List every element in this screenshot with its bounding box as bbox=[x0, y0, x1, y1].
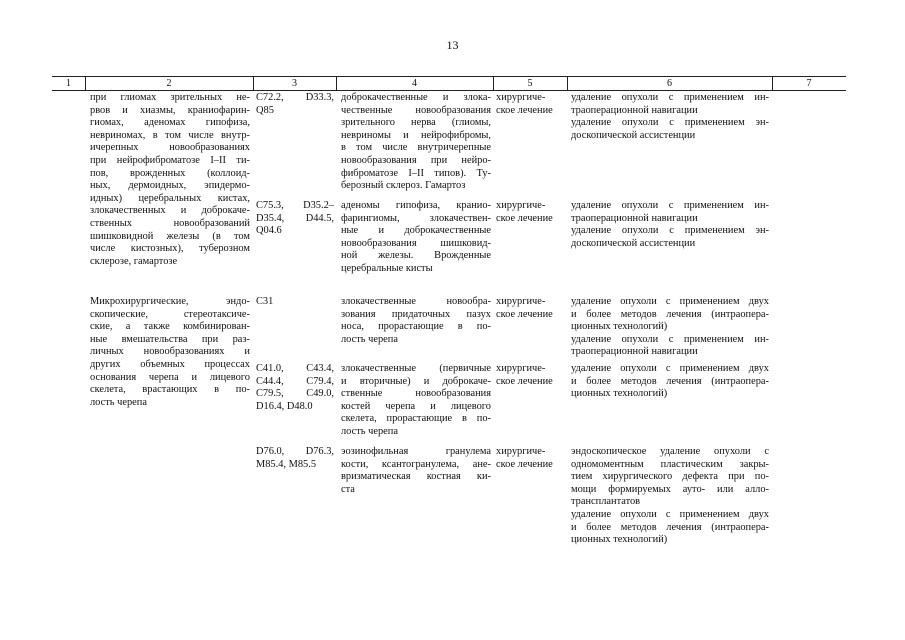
text-line: ционных технологий) bbox=[571, 388, 668, 400]
text-line: личных новообразованиях и bbox=[90, 346, 250, 358]
text-line: удаление опухоли с применением ин- bbox=[571, 333, 769, 345]
text-line: и более методов лечения (интраопера- bbox=[571, 521, 769, 533]
text-line: хирургиче- bbox=[496, 446, 546, 457]
icd-code: C49.0, bbox=[306, 388, 334, 400]
text-line: хирургиче- bbox=[496, 363, 546, 374]
diagnosis bbox=[341, 92, 491, 193]
text-line: носа, прорастающие в по- bbox=[341, 321, 491, 333]
treatment-type bbox=[496, 296, 553, 321]
text-line: ственные новообразования bbox=[341, 388, 491, 400]
treatment-type bbox=[496, 363, 553, 388]
column-header-6: 6 bbox=[667, 78, 672, 89]
text-line: ское лечение bbox=[496, 458, 553, 470]
text-line: лость черепа bbox=[90, 396, 147, 408]
text-line: аденомы гипофиза, кранио- bbox=[341, 200, 491, 211]
column-header-5: 5 bbox=[527, 78, 533, 89]
text-line: скопические, стереотаксиче- bbox=[90, 308, 250, 320]
text-line: ной железы. Врожденные bbox=[341, 250, 491, 262]
text-line: пов, врожденных (коллоид- bbox=[90, 167, 250, 179]
treatment-methods bbox=[571, 363, 769, 401]
page-number: 13 bbox=[446, 38, 459, 52]
column-header-7: 7 bbox=[806, 78, 812, 89]
text-line: удаление опухоли с применением ин- bbox=[571, 92, 769, 103]
treatment-type bbox=[496, 92, 553, 117]
text-line: ское лечение bbox=[496, 308, 553, 320]
icd-code: C72.2, bbox=[256, 92, 284, 103]
text-line: при глиомах зрительных не- bbox=[90, 92, 250, 103]
text-line: костей черепа и лицевого bbox=[341, 400, 491, 412]
diagnosis bbox=[341, 363, 491, 439]
text-line: фарингиомы, злокачествен- bbox=[341, 212, 491, 224]
icd-codes bbox=[292, 446, 334, 459]
text-line: вризматическая костная ки- bbox=[341, 471, 491, 483]
icd-codes bbox=[256, 296, 273, 309]
text-line: числе кистозных), туберозном bbox=[90, 243, 250, 255]
treatment-methods bbox=[571, 446, 769, 547]
text-line: при нейрофиброматозе I–II ти- bbox=[90, 154, 250, 166]
text-line: ичерепных новообразованиях bbox=[90, 142, 250, 154]
text-line: церебральные кисты bbox=[341, 262, 433, 274]
text-line: лость черепа bbox=[341, 425, 398, 437]
text-line: злокачественных и доброкаче- bbox=[90, 205, 250, 217]
text-line: траоперационной навигации bbox=[571, 104, 698, 116]
icd-code: M85.4, M85.5 bbox=[256, 458, 317, 470]
icd-code: C31 bbox=[256, 296, 274, 307]
text-line: кости, ксантогранулема, ане- bbox=[341, 458, 491, 470]
text-line: других объемных процессах bbox=[90, 358, 250, 370]
diagnosis bbox=[341, 446, 491, 496]
text-line: ционных технологий) bbox=[571, 321, 668, 333]
text-line: Микрохирургические, эндо- bbox=[90, 296, 250, 307]
icd-code: C41.0, bbox=[256, 363, 284, 374]
icd-code: D44.5, bbox=[305, 212, 334, 224]
column-header-3: 3 bbox=[292, 78, 297, 89]
text-line: хирургиче- bbox=[496, 92, 546, 103]
text-line: эозинофильная гранулема bbox=[341, 446, 491, 457]
diagnosis bbox=[341, 200, 491, 276]
text-line: удаление опухоли с применением эн- bbox=[571, 225, 769, 237]
text-line: и более методов лечения (интраопера- bbox=[571, 308, 769, 320]
treatment-methods bbox=[571, 296, 769, 359]
text-line: удаление опухоли с применением эн- bbox=[571, 117, 769, 129]
text-line: фиброматозе I–II типов). Ту- bbox=[341, 167, 491, 179]
text-line: злокачественные новообра- bbox=[341, 296, 491, 307]
column-header-2: 2 bbox=[166, 78, 172, 89]
text-line: новообразования при нейро- bbox=[341, 154, 491, 166]
icd-codes bbox=[292, 363, 334, 401]
column-header-4: 4 bbox=[412, 78, 417, 89]
text-line: невриномах, в том числе внутр- bbox=[90, 129, 250, 141]
icd-code: C79.4, bbox=[306, 375, 334, 387]
text-line: основания черепа и лицевого bbox=[90, 371, 250, 383]
icd-code: D76.0, bbox=[256, 446, 285, 457]
text-line: скелета, прорастающие в по- bbox=[341, 413, 491, 425]
text-line: доброкачественные и злока- bbox=[341, 92, 491, 103]
text-line: зования придаточных пазух bbox=[341, 308, 491, 320]
text-line: ское лечение bbox=[496, 104, 553, 116]
icd-code: D35.2– bbox=[303, 200, 334, 211]
treatment-type bbox=[496, 446, 553, 471]
text-line: склерозе, гамартозе bbox=[90, 255, 178, 267]
text-line: хирургиче- bbox=[496, 296, 546, 307]
text-line: ское лечение bbox=[496, 375, 553, 387]
text-line: удаление опухоли с применением двух bbox=[571, 296, 769, 307]
icd-codes bbox=[298, 92, 334, 105]
icd-code: Q85 bbox=[256, 104, 274, 116]
text-line: ские, а также комбинирован- bbox=[90, 321, 250, 333]
icd-code: C79.5, bbox=[256, 388, 284, 400]
text-line: зрительного нерва (глиомы, bbox=[341, 117, 491, 129]
intervention-description bbox=[90, 92, 250, 268]
icd-code: Q04.6 bbox=[256, 225, 282, 237]
text-line: эндоскопическое удаление опухоли с bbox=[571, 446, 769, 457]
icd-code: D16.4, D48.0 bbox=[256, 400, 313, 412]
column-header-1: 1 bbox=[66, 78, 71, 89]
icd-code: C44.4, bbox=[256, 375, 284, 387]
text-line: в том числе внутричерепные bbox=[341, 142, 491, 154]
text-line: одномоментным пластическим закры- bbox=[571, 458, 769, 470]
text-line: доскопической ассистенции bbox=[571, 237, 696, 249]
text-line: чественные новообразования bbox=[341, 104, 491, 116]
text-line: ных, дермоидных, эпидермо- bbox=[90, 180, 250, 192]
intervention-description bbox=[90, 296, 250, 409]
text-line: идных) церебральных кистах, bbox=[90, 192, 250, 204]
header-bottom-rule bbox=[52, 90, 846, 91]
treatment-methods bbox=[571, 200, 769, 250]
text-line: и вторичные) и доброкаче- bbox=[341, 375, 491, 387]
text-line: ные и доброкачественные bbox=[341, 225, 491, 237]
text-line: ственных новообразований bbox=[90, 217, 250, 229]
text-line: тием хирургического дефекта при по- bbox=[571, 471, 769, 483]
text-line: берозный склероз. Гамартоз bbox=[341, 180, 466, 192]
text-line: хирургиче- bbox=[496, 200, 546, 211]
text-line: скелета, врастающих в по- bbox=[90, 384, 250, 396]
text-line: ные вмешательства при раз- bbox=[90, 333, 250, 345]
text-line: ское лечение bbox=[496, 212, 553, 224]
text-line: траоперационной навигации bbox=[571, 346, 698, 358]
text-line: удаление опухоли с применением двух bbox=[571, 508, 769, 520]
icd-code: C43.4, bbox=[306, 363, 334, 374]
text-line: ста bbox=[341, 483, 355, 495]
text-line: трансплантатов bbox=[571, 496, 641, 508]
text-line: шишковидной железы (в том bbox=[90, 230, 250, 242]
text-line: лость черепа bbox=[341, 333, 398, 345]
text-line: доскопической ассистенции bbox=[571, 129, 696, 141]
text-line: траоперационной навигации bbox=[571, 212, 698, 224]
icd-codes bbox=[256, 92, 284, 117]
icd-codes bbox=[292, 200, 334, 225]
text-line: рвов и хиазмы, краниофарин- bbox=[90, 104, 250, 116]
text-line: новообразования шишковид- bbox=[341, 237, 491, 249]
icd-code: C75.3, bbox=[256, 200, 284, 211]
text-line: ционных технологий) bbox=[571, 534, 668, 546]
icd-code: D33.3, bbox=[305, 92, 334, 103]
treatment-type bbox=[496, 200, 553, 225]
treatment-methods bbox=[571, 92, 769, 142]
text-line: злокачественные (первичные bbox=[341, 363, 491, 374]
text-line: невриномы и нейрофибромы, bbox=[341, 129, 491, 141]
text-line: мощи формируемых ауто- или алло- bbox=[571, 483, 769, 495]
text-line: и более методов лечения (интраопера- bbox=[571, 375, 769, 387]
table-top-rule bbox=[52, 76, 846, 77]
text-line: удаление опухоли с применением ин- bbox=[571, 200, 769, 211]
icd-code: D76.3, bbox=[305, 446, 334, 457]
text-line: удаление опухоли с применением двух bbox=[571, 363, 769, 374]
text-line: гиомах, аденомах гипофиза, bbox=[90, 117, 250, 129]
diagnosis bbox=[341, 296, 491, 346]
icd-code: D35.4, bbox=[256, 212, 285, 224]
icd-codes bbox=[256, 200, 284, 238]
